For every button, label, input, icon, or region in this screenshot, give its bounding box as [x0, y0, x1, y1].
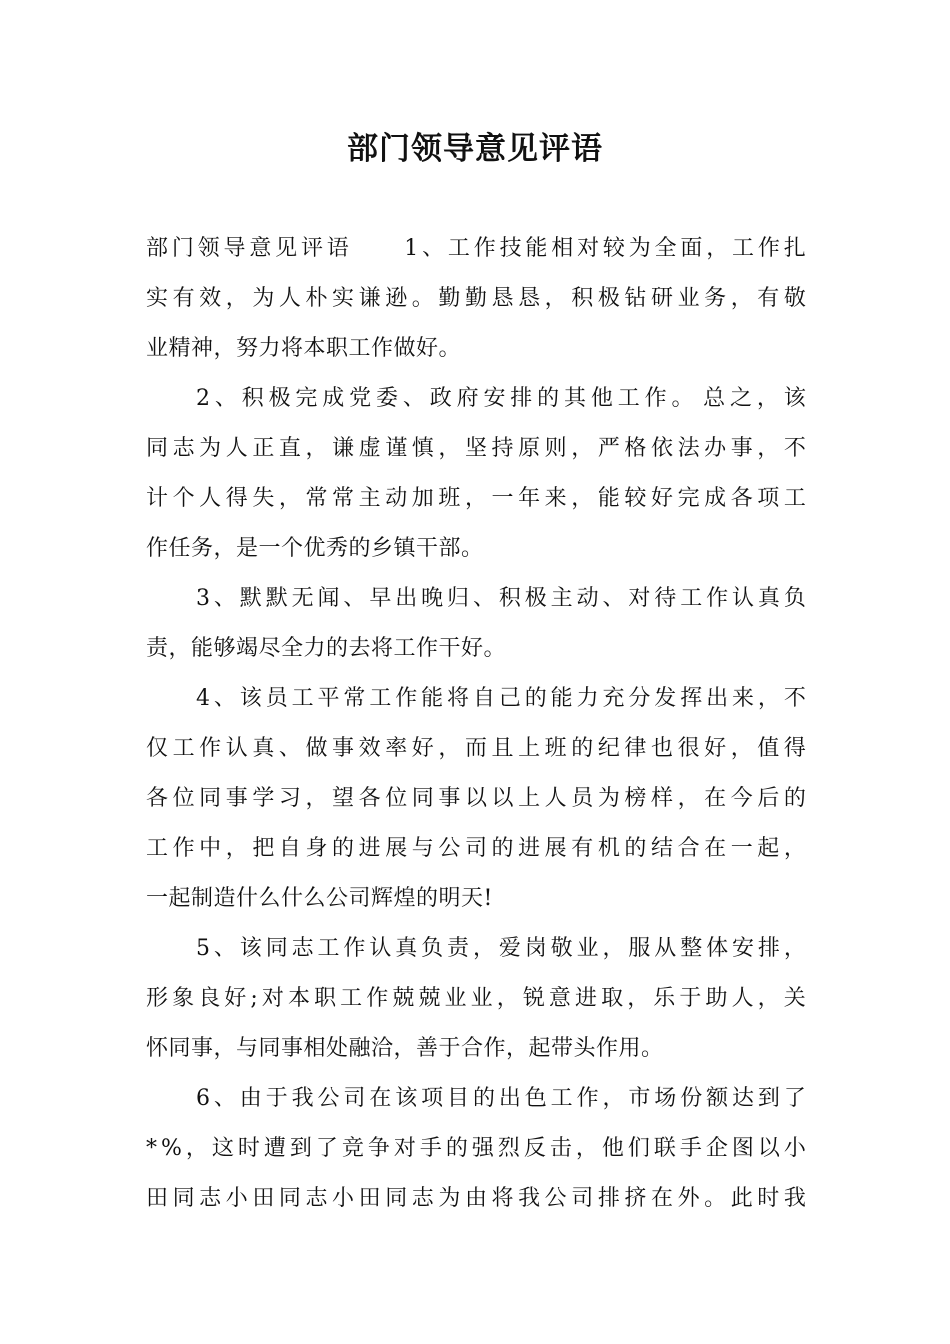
- paragraph-line: 责，能够竭尽全力的去将工作干好。: [146, 636, 507, 661]
- paragraph-line: 作任务，是一个优秀的乡镇干部。: [146, 536, 484, 561]
- paragraph-line: 实 有 效 ， 为 人 朴 实 谦 逊 。 勤 勤 恳 恳 ， 积 极 钻 研 业 务 ， 有 敬: [146, 286, 806, 311]
- paragraph-line: 怀同事，与同事相处融洽，善于合作，起带头作用。: [146, 1036, 664, 1061]
- paragraph-line: 仅 工 作 认 真 、 做 事 效 率 好 ， 而 且 上 班 的 纪 律 也 很 好 ， 值 得: [146, 736, 806, 761]
- paragraph-line: 形 象 良 好 ; 对 本 职 工 作 兢 兢 业 业 ， 锐 意 进 取 ， 乐 于 助 人 ， 关: [146, 986, 806, 1011]
- paragraph-line: 3 、 默 默 无 闻 、 早 出 晚 归 、 积 极 主 动 、 对 待 工 作 认 真 负: [196, 586, 806, 611]
- paragraph-line: 工 作 中 ， 把 自 身 的 进 展 与 公 司 的 进 展 有 机 的 结 合 在 一 起 ，: [146, 836, 806, 861]
- paragraph-line: * % ， 这 时 遭 到 了 竞 争 对 手 的 强 烈 反 击 ， 他 们 联 手 企 图 以 小: [146, 1136, 806, 1161]
- paragraph-line: 同 志 为 人 正 直 ， 谦 虚 谨 慎 ， 坚 持 原 则 ， 严 格 依 法 办 事 ， 不: [146, 436, 806, 461]
- paragraph-line: 5 、 该 同 志 工 作 认 真 负 责 ， 爱 岗 敬 业 ， 服 从 整 体 安 排 ，: [196, 936, 806, 961]
- paragraph-line: 4 、 该 员 工 平 常 工 作 能 将 自 己 的 能 力 充 分 发 挥 出 来 ， 不: [196, 686, 806, 711]
- paragraph-line: 各 位 同 事 学 习 ， 望 各 位 同 事 以 以 上 人 员 为 榜 样 ， 在 今 后 的: [146, 786, 806, 811]
- paragraph-line: 6 、 由 于 我 公 司 在 该 项 目 的 出 色 工 作 ， 市 场 份 额 达 到 了: [196, 1086, 806, 1111]
- paragraph-line: 2 、 积 极 完 成 党 委 、 政 府 安 排 的 其 他 工 作 。 总 之 ， 该: [196, 386, 806, 411]
- paragraph-line: 业精神，努力将本职工作做好。: [146, 336, 462, 361]
- document-title: 部门领导意见评语: [347, 131, 603, 167]
- paragraph-line: 一起制造什么什么公司辉煌的明天!: [146, 886, 493, 911]
- paragraph-line: 计 个 人 得 失 ， 常 常 主 动 加 班 ， 一 年 来 ， 能 较 好 完 成 各 项 工: [146, 486, 806, 511]
- paragraph-line: 部 门 领 导 意 见 评 语 1 、 工 作 技 能 相 对 较 为 全 面 ， 工 作 扎: [146, 236, 806, 261]
- paragraph-line: 田 同 志 小 田 同 志 小 田 同 志 为 由 将 我 公 司 排 挤 在 外 。 此 时 我: [146, 1186, 806, 1211]
